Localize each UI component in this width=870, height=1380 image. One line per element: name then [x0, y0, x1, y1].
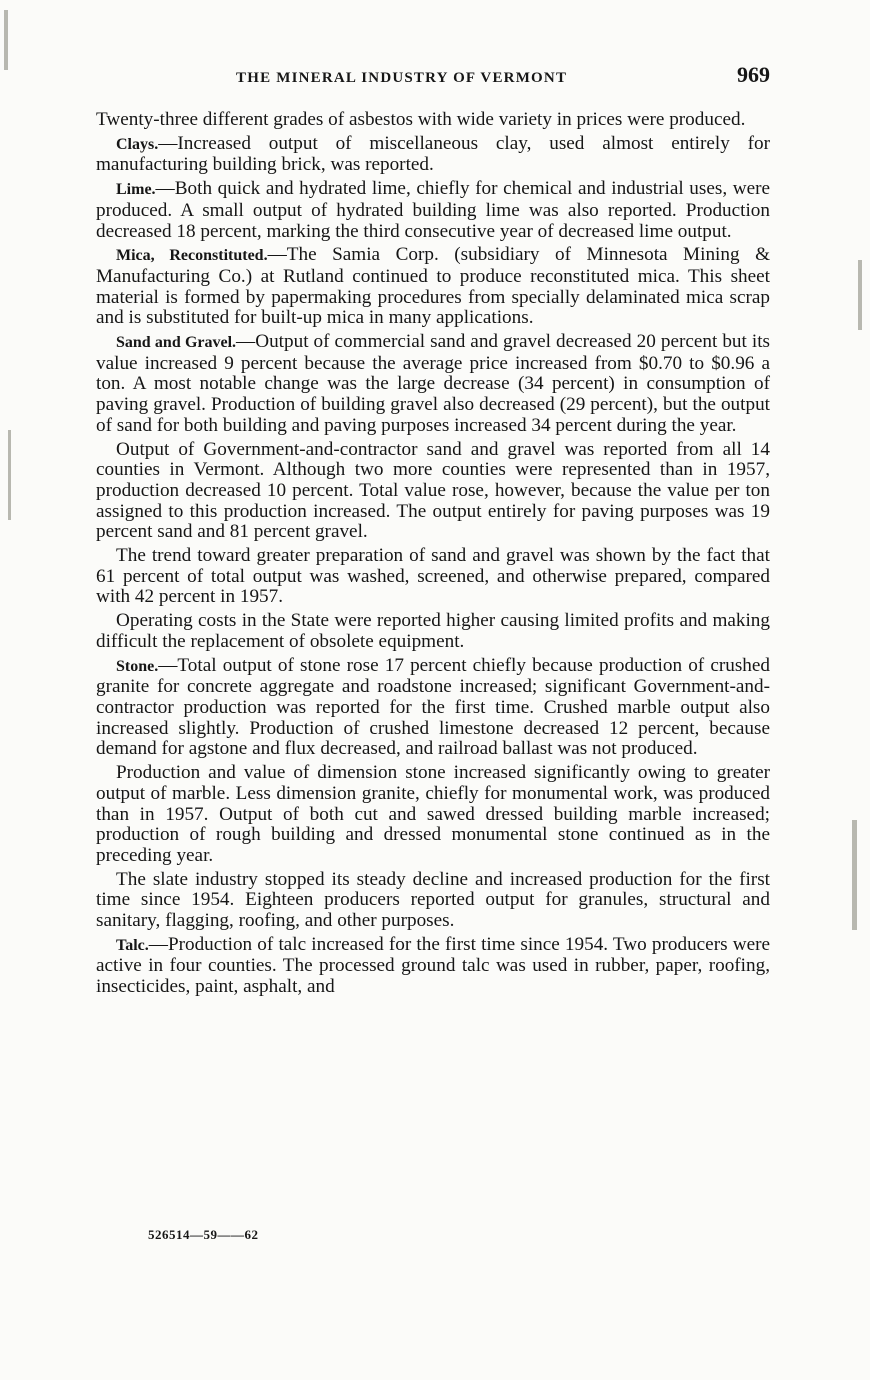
paragraph: [96, 763, 770, 867]
page-number: 969: [737, 62, 770, 87]
paragraph: [96, 110, 770, 131]
run-in-heading: Talc.: [116, 936, 149, 954]
paragraph: [96, 656, 770, 761]
paragraph: [96, 935, 770, 998]
paragraph: [96, 134, 770, 176]
paragraph: [96, 245, 770, 329]
paragraph-text: —Increased output of miscellaneous clay, used almost entirely for manufacturing building brick, was reported.: [96, 132, 770, 176]
run-in-heading: Stone.: [116, 657, 159, 675]
run-in-heading: Clays.: [116, 135, 159, 153]
scan-edge-mark: [852, 820, 857, 930]
page-header: [96, 62, 770, 96]
paragraph-text: —Output of commercial sand and gravel decreased 20 percent but its value increased 9 percent because the average price increased from $0.70 to $0.96 a ton. A most notable change was the large decrease (34 percent) in consumption of paving gravel. Production of building gravel also decreased (29 percent), but the output of sand for both building and paving purposes increased 34 percent during the year.: [96, 331, 770, 436]
run-in-heading: Sand and Gravel.: [116, 334, 237, 352]
paragraph: [96, 546, 770, 608]
paragraph-text: The slate industry stopped its steady decline and increased production for the first time since 1954. Eighteen producers reported output for granules, structural and sanitary, flagging, roofing, and other purposes.: [96, 868, 770, 932]
scan-edge-mark: [858, 260, 862, 330]
body-text: [96, 110, 770, 998]
scan-edge-mark: [4, 10, 8, 70]
paragraph-text: Twenty-three different grades of asbestos with wide variety in prices were produced.: [96, 109, 746, 130]
paragraph: [96, 332, 770, 437]
paragraph-text: —Both quick and hydrated lime, chiefly for chemical and industrial uses, were produced. A small output of hydrated building lime was also reported. Production decreased 18 percent, marking the third consecutive year of decreased lime output.: [96, 178, 770, 242]
paragraph: [96, 870, 770, 932]
paragraph-text: —Total output of stone rose 17 percent chiefly because production of crushed granite for concrete aggregate and roadstone increased; significant Government-and-contractor production was reported for the first time. Crushed marble output also increased slightly. Production of crushed limestone decreased 12 percent, because demand for agstone and flux decreased, and railroad ballast was not produced.: [96, 654, 770, 760]
paragraph-text: The trend toward greater preparation of sand and gravel was shown by the fact that 61 percent of total output was washed, screened, and otherwise prepared, compared with 42 percent in 1957.: [96, 545, 770, 608]
scan-edge-mark: [8, 430, 11, 520]
paragraph-text: —The Samia Corp. (subsidiary of Minnesota Mining & Manufacturing Co.) at Rutland continued to produce reconstituted mica. This sheet material is formed by papermaking procedures from specially delaminated mica scrap and is substituted for built-up mica in many applications.: [96, 244, 770, 329]
run-in-heading: Mica, Reconstituted.: [116, 247, 268, 265]
paragraph-text: —Production of talc increased for the first time since 1954. Two producers were active in four counties. The processed ground talc was used in rubber, paper, roofing, insecticides, paint, asphalt, and: [96, 933, 770, 998]
paragraph-text: Operating costs in the State were reported higher causing limited profits and making difficult the replacement of obsolete equipment.: [96, 610, 770, 652]
run-in-heading: Lime.: [116, 181, 156, 199]
running-title: THE MINERAL INDUSTRY OF VERMONT: [236, 70, 568, 86]
paragraph: [96, 611, 770, 652]
print-code: 526514—59——62: [148, 1227, 259, 1242]
paragraph-text: Output of Government-and-contractor sand and gravel was reported from all 14 counties in Vermont. Although two more counties were represented than in 1957, production decreased 10 percent. Total value rose, however, because the value per ton assigned to this production increased. The output entirely for paving purposes was 19 percent sand and 81 percent gravel.: [96, 438, 770, 543]
paragraph-text: Production and value of dimension stone increased significantly owing to greater output of marble. Less dimension granite, chiefly for monumental work, was produced than in 1957. Output of both cut and sawed dressed building marble increased; production of rough building and dressed monumental stone continued as in the preceding year.: [96, 762, 770, 866]
paragraph: [96, 179, 770, 242]
paragraph: [96, 440, 770, 544]
